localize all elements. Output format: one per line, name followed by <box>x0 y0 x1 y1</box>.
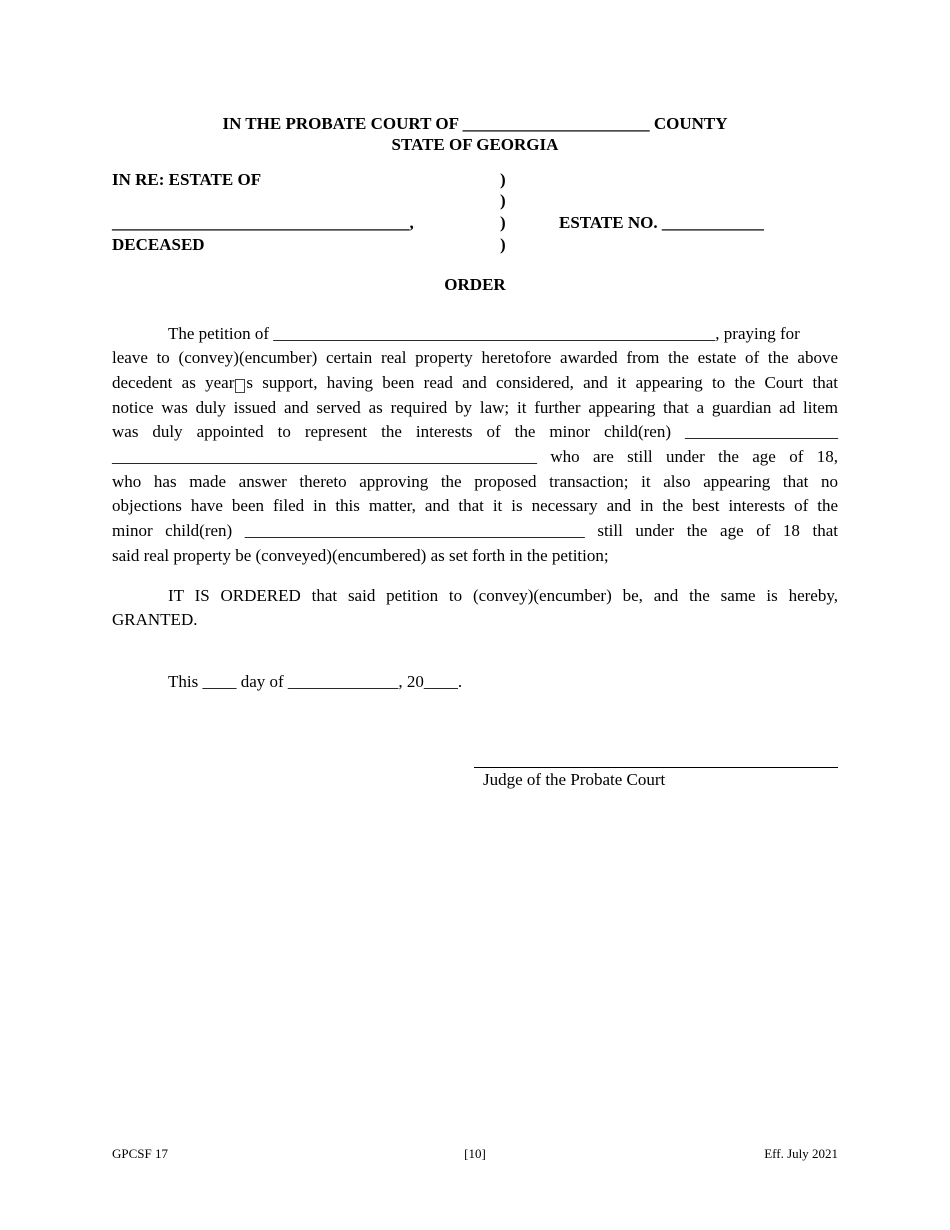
body-line-5: was duly appointed to represent the interests of the minor child(ren) __________________ <box>112 422 838 441</box>
ordered-line-2: GRANTED. <box>112 610 198 629</box>
body-line-9: minor child(ren) ________________________________________ still under the age of 18 that <box>112 521 838 540</box>
body-line-3 <box>112 371 838 395</box>
document-title: ORDER <box>444 275 506 294</box>
body-line-6: __________________________________________________ who are still under the age of 18, <box>112 447 838 466</box>
judge-signature-label: Judge of the Probate Court <box>483 770 666 789</box>
body-line-1: The petition of ____________________________________________________, praying for <box>168 324 800 343</box>
state-heading: STATE OF GEORGIA <box>391 135 559 154</box>
caption-paren-1: ) <box>500 170 506 189</box>
body-line-3b: s support, having been read and considered, and it appearing to the Court that <box>246 373 838 392</box>
footer-form-id: GPCSF 17 <box>112 1146 168 1161</box>
caption-paren-4: ) <box>500 235 506 254</box>
date-line: This ____ day of _____________, 20____. <box>168 672 463 691</box>
footer-effective-date: Eff. July 2021 <box>764 1146 838 1161</box>
body-line-10: said real property be (conveyed)(encumbered) as set forth in the petition; <box>112 546 609 565</box>
footer-page-number: [10] <box>464 1146 486 1161</box>
ordered-line-1: IT IS ORDERED that said petition to (convey)(encumber) be, and the same is hereby, <box>168 586 838 605</box>
caption-paren-2: ) <box>500 191 506 210</box>
deceased-label: DECEASED <box>112 235 205 254</box>
in-re-label: IN RE: ESTATE OF <box>112 170 262 189</box>
missing-glyph-icon <box>235 379 245 393</box>
court-heading: IN THE PROBATE COURT OF ______________________ COUNTY <box>222 114 728 133</box>
estate-number-field: ESTATE NO. ____________ <box>559 213 764 232</box>
body-line-3a: decedent as year <box>112 373 235 392</box>
body-line-7: who has made answer thereto approving the proposed transaction; it also appearing that no <box>112 472 838 491</box>
decedent-name-blank: ___________________________________, <box>112 213 414 232</box>
body-line-4: notice was duly issued and served as required by law; it further appearing that a guardian ad litem <box>112 398 838 417</box>
signature-line <box>474 767 838 768</box>
body-line-2: leave to (convey)(encumber) certain real property heretofore awarded from the estate of the above <box>112 348 838 367</box>
body-line-8: objections have been filed in this matter, and that it is necessary and in the best interests of the <box>112 496 838 515</box>
caption-paren-3: ) <box>500 213 506 232</box>
